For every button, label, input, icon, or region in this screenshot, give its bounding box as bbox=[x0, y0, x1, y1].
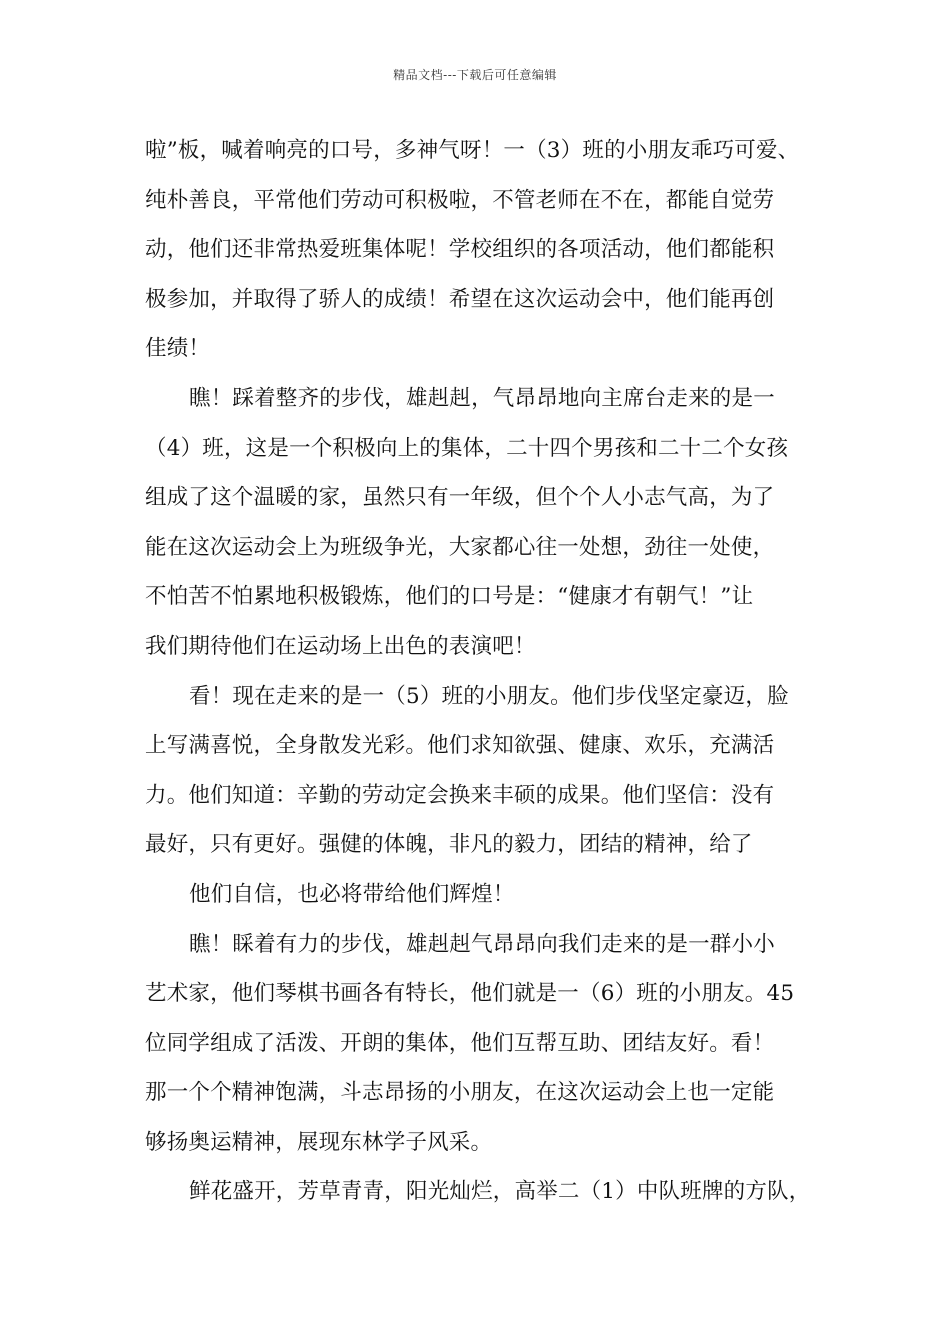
text-line: 纯朴善良，平常他们劳动可积极啦，不管老师在不在，都能自觉劳 bbox=[145, 187, 775, 213]
text-line: 上写满喜悦，全身散发光彩。他们求知欲强、健康、欢乐，充满活 bbox=[145, 733, 775, 759]
text-line: 瞧！睬着有力的步伐，雄赳赳气昂昂向我们走来的是一群小小 bbox=[189, 931, 775, 957]
text-line: 够扬奥运精神，展现东林学子风采。 bbox=[145, 1129, 493, 1155]
text-line: 位同学组成了活泼、开朗的集体，他们互帮互助、团结友好。看！ bbox=[145, 1030, 775, 1056]
text-line: 动，他们还非常热爱班集体呢！学校组织的各项活动，他们都能积 bbox=[145, 237, 775, 263]
text-line: 能在这次运动会上为班级争光，大家都心往一处想，劲往一处使， bbox=[145, 534, 775, 560]
text-line: 不怕苦不怕累地积极锻炼，他们的口号是：“健康才有朝气！”让 bbox=[145, 584, 754, 610]
text-line: 那一个个精神饱满，斗志昂扬的小朋友，在这次运动会上也一定能 bbox=[145, 1080, 775, 1106]
text-line: 艺术家，他们琴棋书画各有特长，他们就是一（6）班的小朋友。45 bbox=[145, 981, 795, 1007]
text-line: 佳绩！ bbox=[145, 336, 211, 362]
page-header: 精品文档---下载后可任意编辑 bbox=[393, 68, 557, 82]
document-body bbox=[145, 126, 835, 1217]
text-line: 力。他们知道：辛勤的劳动定会换来丰硕的成果。他们坚信：没有 bbox=[145, 782, 775, 808]
text-line: 极参加，并取得了骄人的成绩！希望在这次运动会中，他们能再创 bbox=[145, 286, 775, 312]
text-line: （4）班，这是一个积极向上的集体，二十四个男孩和二十二个女孩 bbox=[145, 435, 789, 461]
text-line: 看！现在走来的是一（5）班的小朋友。他们步伐坚定豪迈，脸 bbox=[189, 683, 789, 709]
text-line: 我们期待他们在运动场上出色的表演吧！ bbox=[145, 633, 536, 659]
text-line: 组成了这个温暖的家，虽然只有一年级，但个个人小志气高，为了 bbox=[145, 485, 775, 511]
text-line: 鲜花盛开，芳草青青，阳光灿烂，高举二（1）中队班牌的方队， bbox=[189, 1179, 811, 1205]
text-line: 最好，只有更好。强健的体魄，非凡的毅力，团结的精神，给了 bbox=[145, 832, 753, 858]
text-line: 啦”板，喊着响亮的口号，多神气呀！一（3）班的小朋友乖巧可爱、 bbox=[145, 138, 800, 163]
text-line: 瞧！踩着整齐的步伐，雄赳赳，气昂昂地向主席台走来的是一 bbox=[189, 385, 775, 411]
text-line: 他们自信，也必将带给他们辉煌！ bbox=[189, 881, 515, 907]
